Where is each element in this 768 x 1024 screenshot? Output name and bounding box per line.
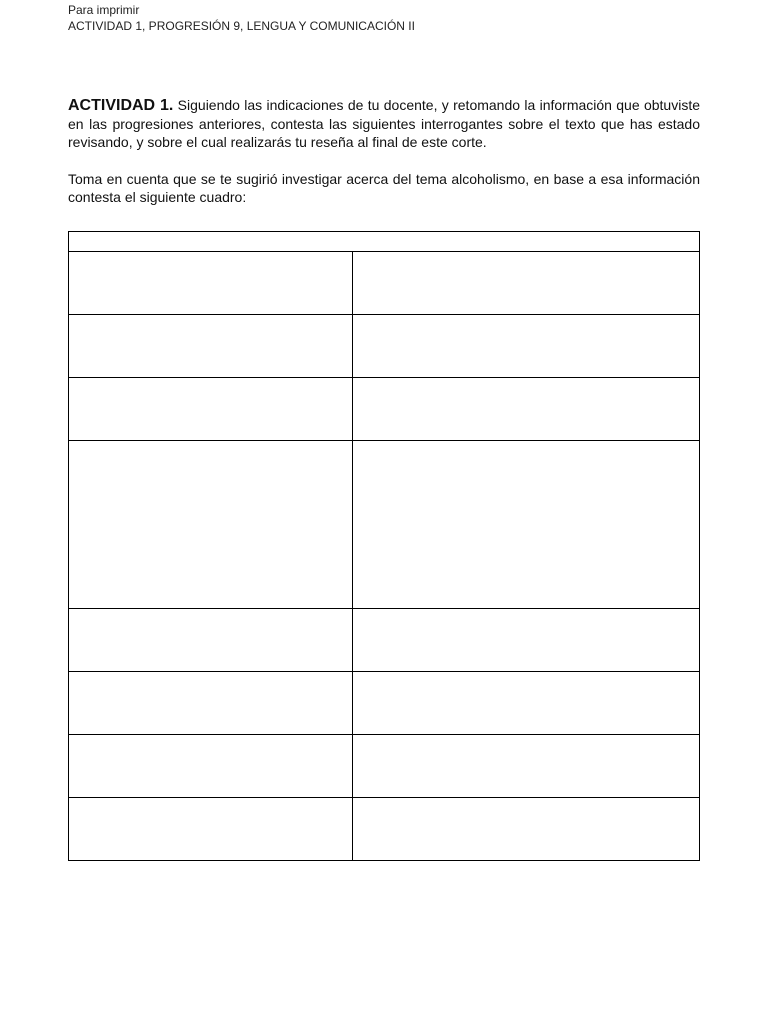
table-title-row[interactable] [69, 232, 699, 252]
activity-heading: ACTIVIDAD 1. [68, 97, 174, 114]
answer-cell-1[interactable] [353, 252, 699, 315]
question-cell-8[interactable] [69, 798, 353, 860]
answer-cell-8[interactable] [353, 798, 699, 860]
answer-cell-5[interactable] [353, 609, 699, 672]
answer-table [68, 231, 700, 861]
answer-cell-2[interactable] [353, 315, 699, 378]
question-cell-1[interactable] [69, 252, 353, 315]
question-cell-6[interactable] [69, 672, 353, 735]
activity-text: Siguiendo las indicaciones de tu docente, y retomando la información que obtuviste en las progresiones anteriores, contesta las siguientes interrogantes sobre el texto que has estado revisando, y sobre el cual realizarás tu reseña al final de este corte. [68, 97, 700, 150]
question-cell-5[interactable] [69, 609, 353, 672]
instructions-paragraph: Toma en cuenta que se te sugirió investigar acerca del tema alcoholismo, en base a esa información contesta el siguiente cuadro: [68, 171, 700, 205]
answer-cell-4[interactable] [353, 441, 699, 609]
answer-cell-7[interactable] [353, 735, 699, 798]
activity-paragraph [68, 96, 700, 151]
document-title: ACTIVIDAD 1, PROGRESIÓN 9, LENGUA Y COMUNICACIÓN II [68, 19, 415, 33]
question-cell-2[interactable] [69, 315, 353, 378]
answer-cell-6[interactable] [353, 672, 699, 735]
print-note: Para imprimir [68, 3, 140, 17]
answer-cell-3[interactable] [353, 378, 699, 441]
page-header [68, 2, 415, 34]
question-cell-4[interactable] [69, 441, 353, 609]
question-cell-7[interactable] [69, 735, 353, 798]
question-cell-3[interactable] [69, 378, 353, 441]
